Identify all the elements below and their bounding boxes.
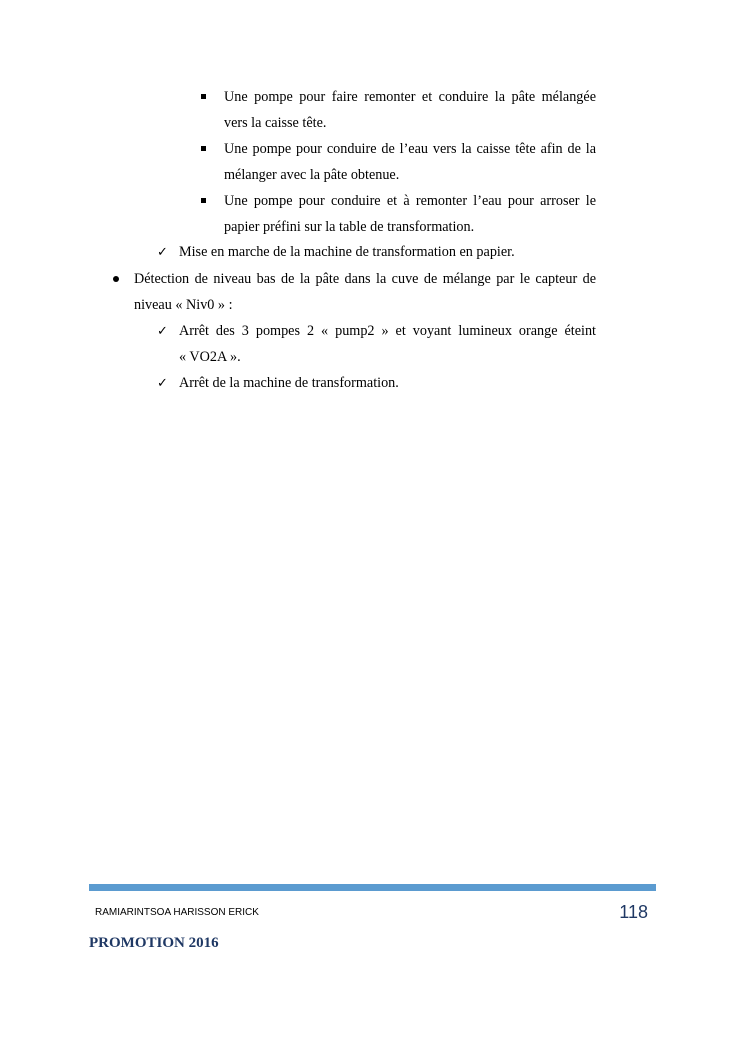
square-bullet-icon	[201, 94, 206, 99]
check-icon: ✓	[157, 323, 168, 338]
pump-item-line: Une pompe pour conduire de l’eau vers la caisse tête afin de la	[224, 141, 596, 157]
bullet-item-line: niveau « Niv0 » :	[134, 297, 233, 313]
pump-item-line: mélanger avec la pâte obtenue.	[224, 167, 400, 183]
pump-item-line: vers la caisse tête.	[224, 115, 327, 131]
footer-promotion: PROMOTION 2016	[89, 935, 219, 951]
bullet-item-line: Détection de niveau bas de la pâte dans la cuve de mélange par le capteur de	[134, 271, 596, 287]
footer-divider	[89, 884, 656, 891]
square-bullet-icon	[201, 146, 206, 151]
check-icon: ✓	[157, 244, 168, 259]
round-bullet-icon	[113, 276, 119, 282]
check-item-line: « VO2A ».	[179, 349, 241, 365]
check-item-text: Arrêt de la machine de transformation.	[179, 375, 399, 391]
page-number: 118	[619, 902, 648, 922]
footer-author: RAMIARINTSOA HARISSON ERICK	[95, 907, 259, 918]
pump-item-line: papier préfini sur la table de transformation.	[224, 219, 475, 235]
check-icon: ✓	[157, 375, 168, 390]
square-bullet-icon	[201, 198, 206, 203]
check-item-text: Mise en marche de la machine de transformation en papier.	[179, 244, 515, 260]
check-item-line: Arrêt des 3 pompes 2 « pump2 » et voyant lumineux orange éteint	[179, 323, 596, 339]
pump-item-line: Une pompe pour faire remonter et conduire la pâte mélangée	[224, 89, 596, 105]
pump-item-line: Une pompe pour conduire et à remonter l’eau pour arroser le	[224, 193, 596, 209]
